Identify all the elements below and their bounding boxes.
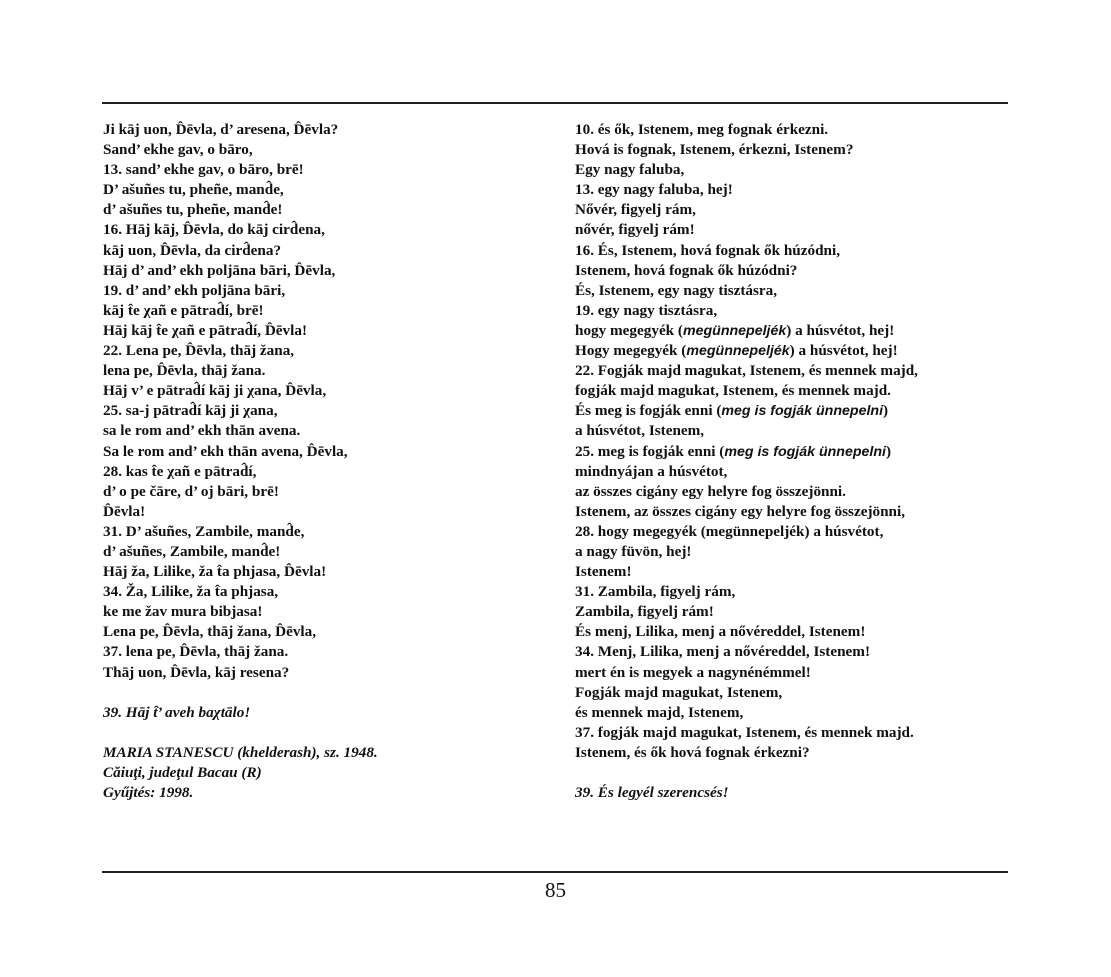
text-line: Istenem, hová fognak ők húzódni? (575, 261, 798, 279)
text-line: és mennek majd, Istenem, (575, 703, 744, 721)
informant-name: MARIA STANESCU (khelderash), sz. 1948. (103, 743, 378, 761)
text-line: lena pe, D̂ēvla, thāj žana. (103, 362, 266, 380)
closing-line: 39. Hāj t̂’ aveh baχtālo! (103, 703, 251, 721)
text-line: 34. Menj, Lilika, menj a nővéreddel, Istenem! (575, 643, 871, 661)
text-line: 22. Lena pe, D̂ēvla, thāj žana, (103, 342, 295, 360)
text-line: 25. sa-j pātrad̂í kāj ji χana, (103, 402, 278, 420)
text-line: Egy nagy faluba, (575, 161, 685, 179)
text-line: Zambila, figyelj rám! (575, 603, 714, 621)
text-line: D’ ašuñes tu, pheñe, mand̂e, (103, 181, 284, 199)
footer-rule (102, 871, 1008, 873)
text-line: Sand’ ekhe gav, o bāro, (103, 141, 253, 159)
romani-text-column (103, 120, 543, 803)
text-line: d’ ašuñes tu, pheñe, mand̂e! (103, 201, 283, 219)
text-line: 28. kas t̂e χañ e pātrad̂í, (103, 462, 257, 480)
text-line: 19. egy nagy tisztásra, (575, 301, 718, 319)
text-line: Hāj v’ e pātrad̂í kāj ji χana, D̂ēvla, (103, 382, 327, 400)
text-line: Ji kāj uon, D̂ēvla, d’ aresena, D̂ēvla? (103, 121, 339, 138)
text-line: 16. Hāj kāj, D̂ēvla, do kāj cird̂ena, (103, 221, 325, 239)
text-line: nővér, figyelj rám! (575, 221, 695, 239)
text-line: fogják majd magukat, Istenem, és mennek majd. (575, 382, 891, 400)
text-line: 34. Ža, Lilike, ža t̂a phjasa, (103, 583, 279, 601)
text-line: mindnyájan a húsvétot, (575, 462, 728, 480)
text-line: És menj, Lilika, menj a nővéreddel, Istenem! (575, 623, 866, 641)
text-line: Sa le rom and’ ekh thān avena, D̂ēvla, (103, 442, 348, 460)
text-line: Hāj kāj t̂e χañ e pātrad̂í, D̂ēvla! (103, 321, 308, 339)
blank-line (575, 763, 995, 783)
text-segment: ) a húsvétot, hej! (789, 342, 898, 360)
blank-line (103, 683, 543, 703)
text-line (575, 401, 995, 421)
text-line: Istenem, és ők hová fognak érkezni? (575, 743, 810, 761)
text-line: kāj t̂e χañ e pātrad̂í, brē! (103, 301, 264, 319)
text-line: 19. d’ and’ ekh poljāna bāri, (103, 281, 286, 299)
text-line: 31. Zambila, figyelj rám, (575, 583, 736, 601)
text-line: Hová is fognak, Istenem, érkezni, Istenem? (575, 141, 854, 159)
text-line: a húsvétot, Istenem, (575, 422, 705, 440)
text-line: 37. lena pe, D̂ēvla, thāj žana. (103, 643, 289, 661)
text-line: És, Istenem, egy nagy tisztásra, (575, 281, 778, 299)
text-line: kāj uon, D̂ēvla, da cird̂ena? (103, 241, 282, 259)
text-line: 22. Fogják majd magukat, Istenem, és mennek majd, (575, 362, 918, 380)
collection-date: Gyűjtés: 1998. (103, 784, 194, 802)
gloss-italic: meg is fogják ünnepelni (724, 443, 886, 460)
blank-line (103, 723, 543, 743)
text-line: d’ ašuñes, Zambile, mand̂e! (103, 542, 281, 560)
text-line: Hāj d’ and’ ekh poljāna bāri, D̂ēvla, (103, 261, 336, 279)
informant-place: Căiuţi, judeţul Bacau (R) (103, 764, 262, 781)
text-segment: ) (883, 402, 889, 420)
text-segment: És meg is fogják enni ( (575, 402, 722, 420)
text-line (575, 321, 995, 341)
text-line: 13. sand’ ekhe gav, o bāro, brē! (103, 161, 304, 179)
closing-line: 39. És legyél szerencsés! (575, 784, 729, 802)
text-segment: 25. meg is fogják enni ( (575, 442, 725, 460)
text-line: 10. és ők, Istenem, meg fognak érkezni. (575, 121, 829, 138)
text-segment: ) a húsvétot, hej! (786, 321, 895, 339)
text-line: D̂ēvla! (103, 502, 146, 520)
text-segment: Hogy megegyék ( (575, 342, 687, 360)
text-line: Istenem! (575, 563, 632, 581)
text-line: 16. És, Istenem, hová fognak ők húzódni, (575, 241, 840, 259)
text-line: 13. egy nagy faluba, hej! (575, 181, 733, 199)
text-line (575, 341, 995, 361)
text-line: Thāj uon, D̂ēvla, kāj resena? (103, 663, 290, 681)
text-line: Hāj ža, Lilike, ža t̂a phjasa, D̂ēvla! (103, 563, 327, 581)
gloss-italic: megünnepeljék (686, 343, 790, 360)
text-line: 28. hogy megegyék (megünnepeljék) a húsvétot, (575, 522, 884, 540)
gloss-italic: meg is fogják ünnepelni (721, 403, 884, 420)
text-line: sa le rom and’ ekh thān avena. (103, 422, 301, 440)
page-number: 85 (545, 878, 566, 902)
gloss-italic: megünnepeljék (682, 322, 787, 339)
text-line: mert én is megyek a nagynénémmel! (575, 663, 811, 681)
text-line: Fogják majd magukat, Istenem, (575, 683, 783, 701)
text-line: ke me žav mura bibjasa! (103, 603, 263, 621)
text-line: d’ o pe čāre, d’ oj bāri, brē! (103, 482, 279, 500)
text-line: 37. fogják majd magukat, Istenem, és mennek majd. (575, 723, 914, 741)
text-line: Istenem, az összes cigány egy helyre fog összejönni, (575, 502, 906, 520)
text-line: Nővér, figyelj rám, (575, 201, 696, 219)
text-segment: hogy megegyék ( (575, 321, 683, 339)
text-line: Lena pe, D̂ēvla, thāj žana, D̂ēvla, (103, 623, 317, 641)
text-line: az összes cigány egy helyre fog összejönni. (575, 482, 846, 500)
text-segment: ) (885, 442, 892, 460)
hungarian-translation-column (575, 120, 995, 803)
text-line: a nagy füvön, hej! (575, 542, 692, 560)
text-line: 31. D’ ašuñes, Zambile, mand̂e, (103, 522, 305, 540)
header-rule (102, 102, 1008, 104)
text-line (575, 442, 995, 462)
